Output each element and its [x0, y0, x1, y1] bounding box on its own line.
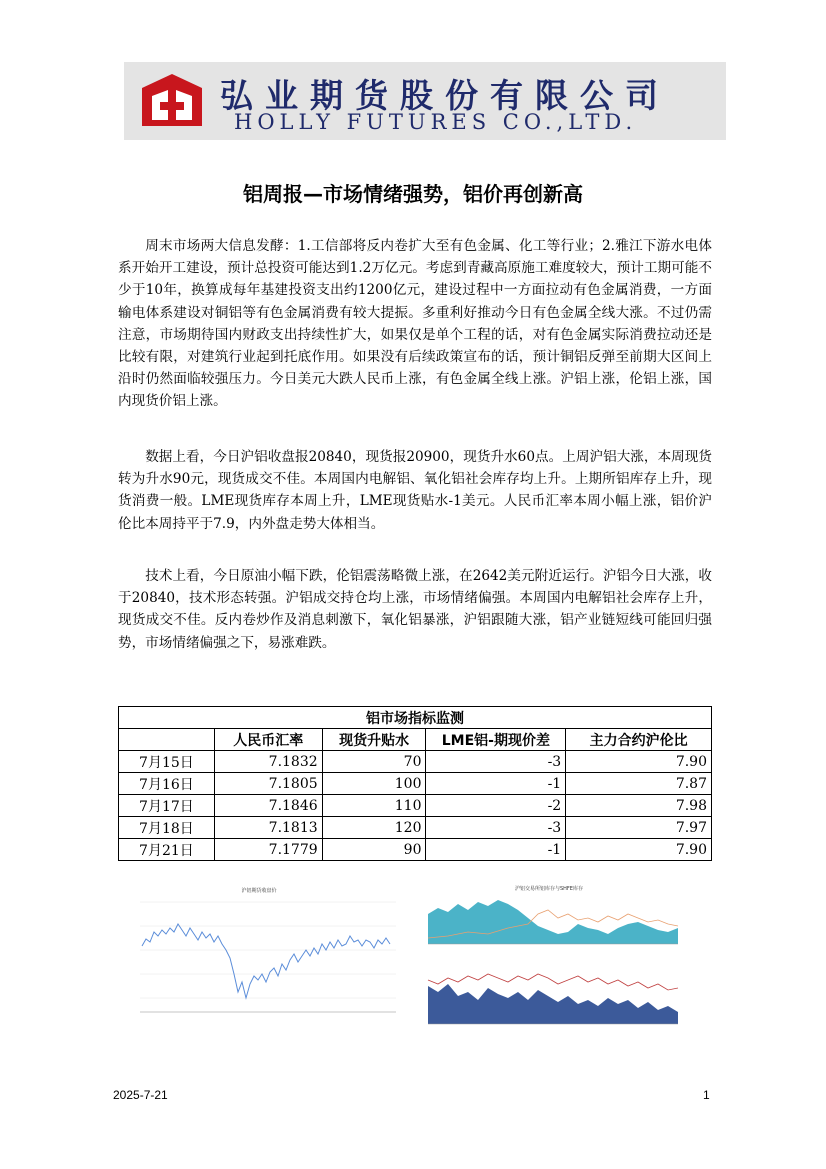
gridlines [140, 902, 396, 1012]
inventory-chart-bottom-svg [408, 962, 690, 1036]
cell-ratio: 7.90 [566, 839, 712, 861]
table-title: 铝市场指标监测 [119, 707, 712, 729]
inventory-chart-top [408, 884, 690, 954]
cell-ratio: 7.98 [566, 795, 712, 817]
cell-date: 7月15日 [119, 751, 215, 773]
cell-ratio: 7.97 [566, 817, 712, 839]
cell-lme-spread: -2 [426, 795, 566, 817]
header-spot-premium: 现货升贴水 [322, 729, 426, 751]
table-title-row [119, 707, 712, 729]
cell-ratio: 7.90 [566, 751, 712, 773]
inventory-area [428, 900, 678, 944]
cell-rmb-rate: 7.1832 [214, 751, 322, 773]
paragraph-technical-view: 技术上看，今日原油小幅下跌，伦铝震荡略微上涨，在2642美元附近运行。沪铝今日大涨，收于20840，技术形态转强。沪铝成交持仓均上涨，市场情绪偏强。本周国内电解铝社会库存上升，现货成交不佳。反内卷炒作及消息刺激下，氧化铝暴涨，沪铝跟随大涨，铝产业链短线可能回归强势，市场情绪偏强之下，易涨难跌。 [118, 568, 712, 651]
table-row [119, 795, 712, 817]
cell-spot-premium: 70 [322, 751, 426, 773]
chart-title: 沪铝期货收盘价 [241, 888, 277, 894]
cell-ratio: 7.87 [566, 773, 712, 795]
table-row [119, 751, 712, 773]
close-price-line [142, 924, 390, 998]
header-lme-spread: LME铝-期现价差 [426, 729, 566, 751]
cell-date: 7月18日 [119, 817, 215, 839]
cell-spot-premium: 100 [322, 773, 426, 795]
header-rmb-rate: 人民币汇率 [214, 729, 322, 751]
company-name-en: HOLLY FUTURES CO.,LTD. [234, 110, 638, 134]
header-date [119, 729, 215, 751]
bottom-area [428, 984, 678, 1024]
cell-lme-spread: -1 [426, 839, 566, 861]
cell-rmb-rate: 7.1805 [214, 773, 322, 795]
cell-rmb-rate: 7.1813 [214, 817, 322, 839]
cell-date: 7月16日 [119, 773, 215, 795]
table-row [119, 839, 712, 861]
cell-lme-spread: -1 [426, 773, 566, 795]
cell-rmb-rate: 7.1779 [214, 839, 322, 861]
cell-date: 7月17日 [119, 795, 215, 817]
page-number: 1 [703, 1088, 710, 1102]
paragraph-data-review: 数据上看，今日沪铝收盘报20840，现货报20900，现货升水60点。上周沪铝大涨，本周现货转为升水90元，现货成交不佳。本周国内电解铝、氧化铝社会库存均上升。上期所铝库存上升，现货消费一般。LME现货库存本周上升，LME现货贴水-1美元。人民币汇率本周小幅上涨，铝价沪伦比本周持平于7.9，内外盘走势大体相当。 [118, 449, 712, 532]
inventory-chart-top-svg [408, 884, 690, 954]
shfe-close-price-chart [118, 884, 400, 1032]
footer-date: 2025-7-21 [113, 1088, 168, 1102]
cell-lme-spread: -3 [426, 751, 566, 773]
chart-title: 沪铝交易所铝库存与SHFE库存 [515, 886, 583, 892]
bottom-line [428, 974, 678, 990]
cell-spot-premium: 120 [322, 817, 426, 839]
cell-date: 7月21日 [119, 839, 215, 861]
table-row [119, 817, 712, 839]
cell-spot-premium: 110 [322, 795, 426, 817]
table-row [119, 773, 712, 795]
company-name-cn: 弘业期货股份有限公司 [220, 76, 670, 115]
shfe-close-price-svg [118, 884, 400, 1032]
paragraph-market-news: 周末市场两大信息发酵：1.工信部将反内卷扩大至有色金属、化工等行业；2.雅江下游水电体系开始开工建设，预计总投资可能达到1.2万亿元。考虑到青藏高原施工难度较大，预计工期可能不少于10年，换算成每年基建投资支出约1200亿元，建设过程中一方面拉动有色金属消费，一方面输电体系建设对铜铝等有色金属消费有较大提振。多重利好推动今日有色金属全线大涨。不过仍需注意，市场期待国内财政支出持续性扩大，如果仅是单个工程的话，对有色金属实际消费拉动还是比较有限，对建筑行业起到托底作用。如果没有后续政策宣布的话，预计铜铝反弹至前期大区间上沿时仍然面临较强压力。今日美元大跌人民币上涨，有色金属全线上涨。沪铝上涨，伦铝上涨，国内现货价铝上涨。 [118, 238, 712, 410]
aluminum-indicator-table [118, 706, 712, 861]
cell-lme-spread: -3 [426, 817, 566, 839]
table-header-row [119, 729, 712, 751]
cell-spot-premium: 90 [322, 839, 426, 861]
company-logo-banner [124, 62, 726, 140]
cell-rmb-rate: 7.1846 [214, 795, 322, 817]
company-logo-icon [138, 70, 206, 132]
header-shfe-lme-ratio: 主力合约沪伦比 [566, 729, 712, 751]
inventory-chart-bottom [408, 962, 690, 1036]
report-title: 铝周报—市场情绪强势，铝价再创新高 [243, 182, 583, 206]
